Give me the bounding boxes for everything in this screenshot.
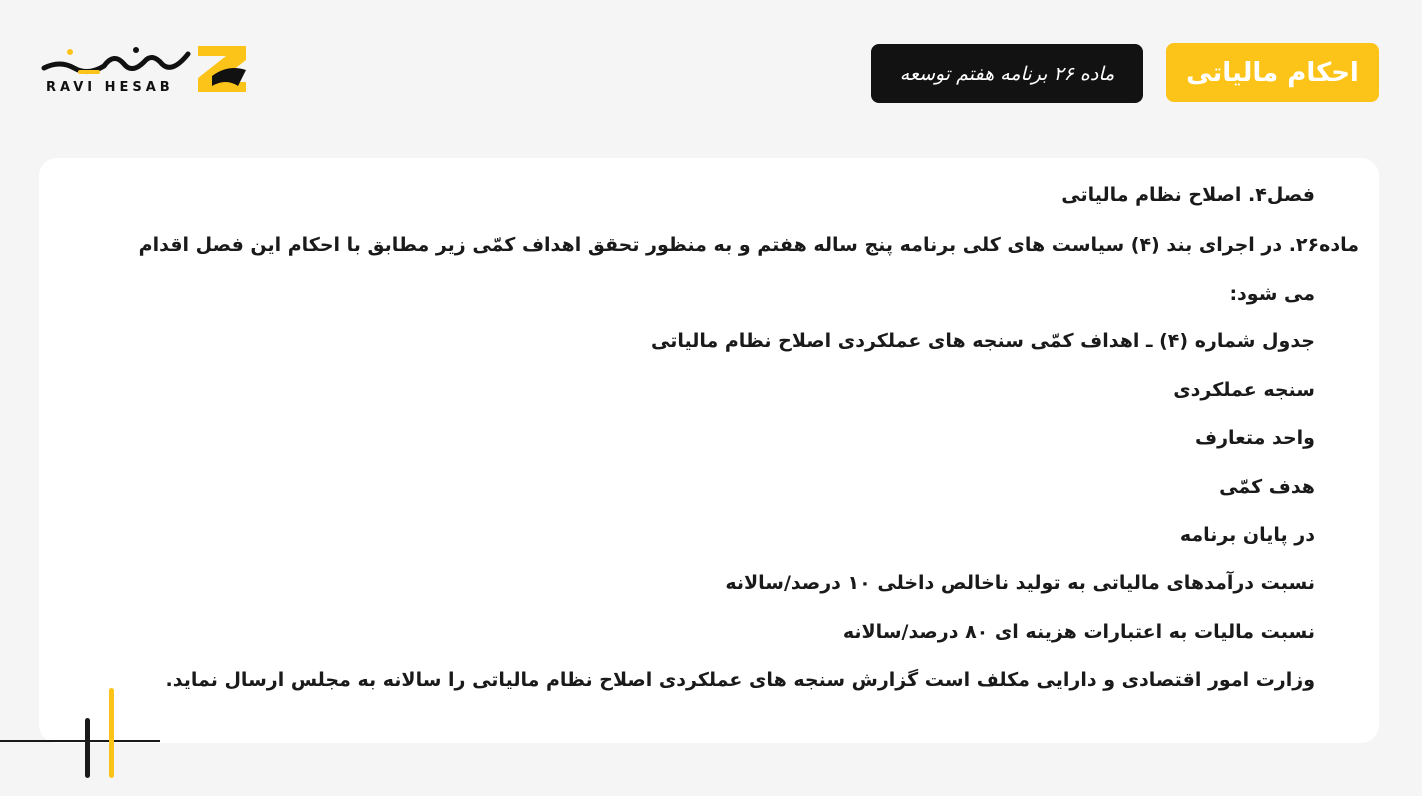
article-badge-label: ماده ۲۶ برنامه هفتم توسعه [899,62,1115,85]
column-period: در پایان برنامه [1179,524,1315,546]
article-text-line-1: ماده۲۶. در اجرای بند (۴) سیاست های کلی برنامه پنج ساله هفتم و به منظور تحقق اهداف کمّی زیر مطابق با احکام این فصل اقدام [138,234,1359,256]
primary-category-badge[interactable] [1166,43,1379,102]
logo-script-icon [40,40,192,80]
decorative-horizontal-line [0,740,160,742]
decorative-yellow-bar [109,688,114,778]
column-measure: سنجه عملکردی [1173,379,1315,401]
table-row-tax-to-gdp: نسبت درآمدهای مالیاتی به تولید ناخالص داخلی ۱۰ درصد/سالانه [725,572,1315,594]
table-title: جدول شماره (۴) ـ اهداف کمّی سنجه های عملکردی اصلاح نظام مالیاتی [650,330,1315,352]
ravi-hesab-logo[interactable] [40,40,252,100]
logo-latin-text: RAVI HESAB [46,80,174,95]
column-unit: واحد متعارف [1195,427,1315,449]
article-badge[interactable] [871,44,1143,103]
article-text-line-2: می شود: [1229,283,1315,305]
closing-statement: وزارت امور اقتصادی و دارایی مکلف است گزارش سنجه های عملکردی اصلاح نظام مالیاتی را سالانه به مجلس ارسال نماید. [165,669,1315,691]
column-target: هدف کمّی [1219,476,1315,498]
primary-badge-label: احکام مالیاتی [1186,57,1359,88]
decorative-black-bar [85,718,90,778]
content-card [39,158,1379,743]
chapter-title: فصل۴. اصلاح نظام مالیاتی [1061,184,1315,206]
z-monogram-icon [194,42,250,96]
table-row-tax-to-expenses: نسبت مالیات به اعتبارات هزینه ای ۸۰ درصد/سالانه [842,621,1315,643]
